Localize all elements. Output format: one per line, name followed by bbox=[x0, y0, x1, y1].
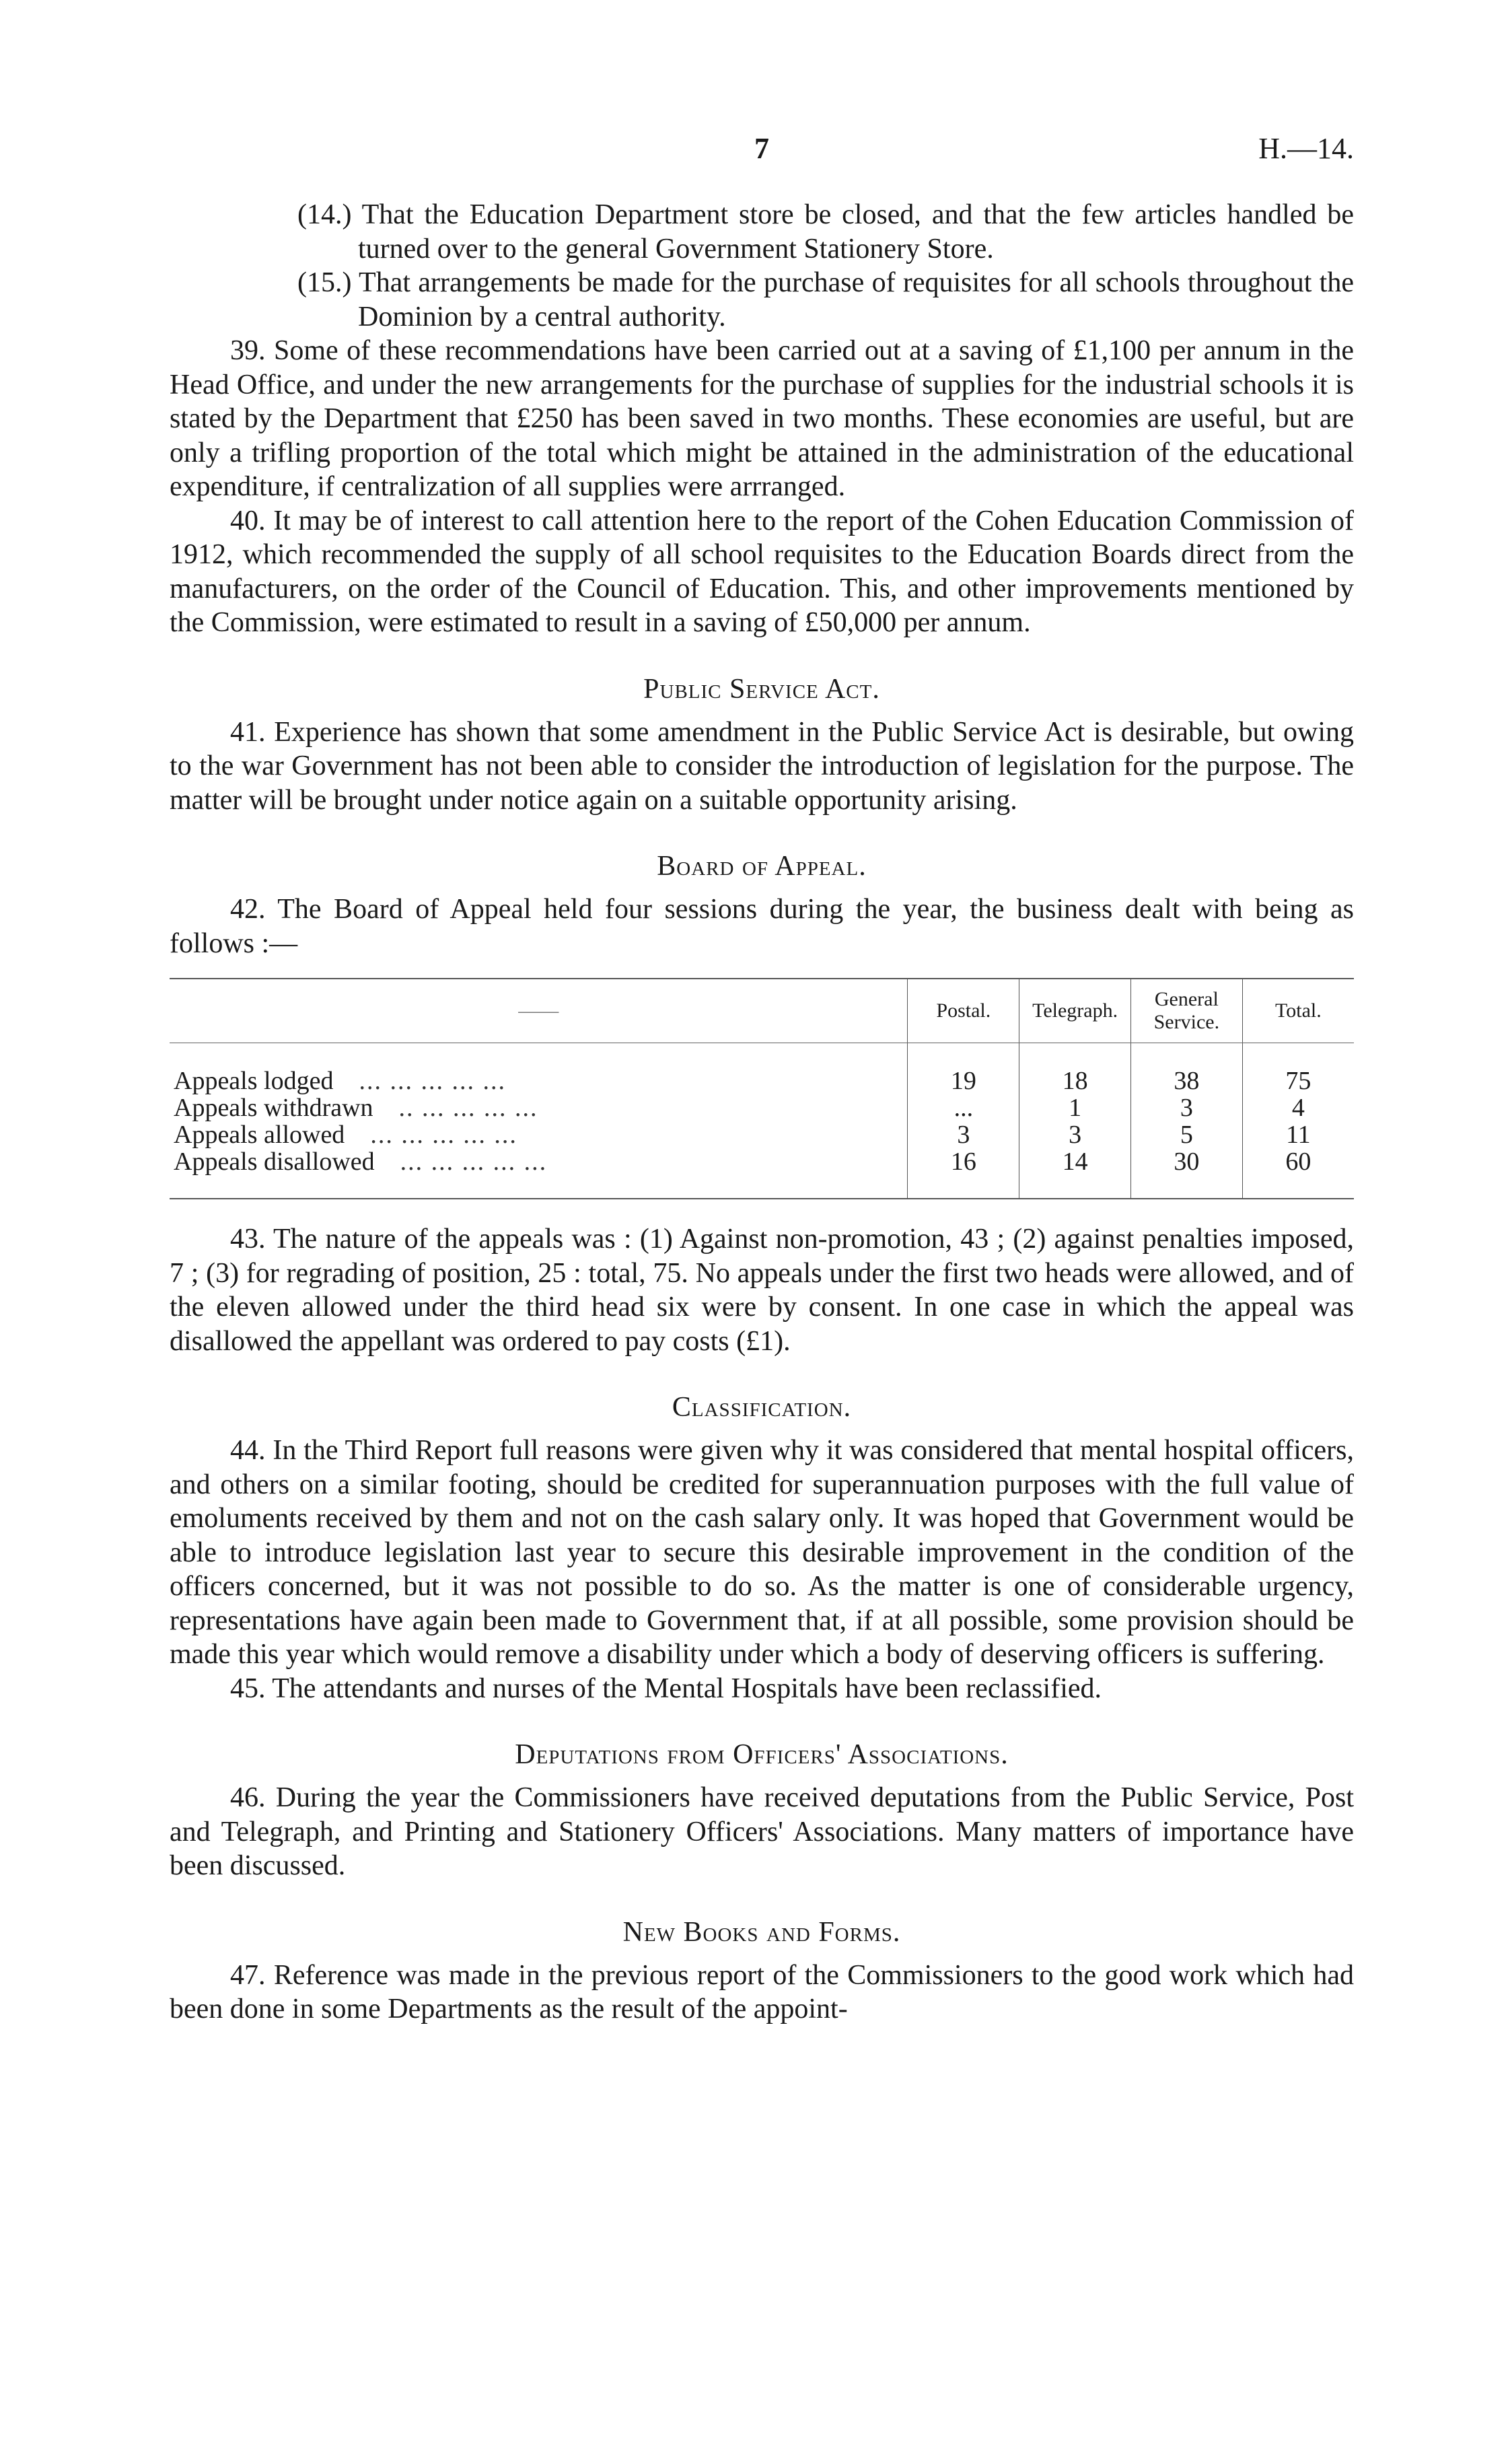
paragraph-number: 46. bbox=[230, 1782, 266, 1813]
paragraph-number: 41. bbox=[230, 716, 266, 748]
paragraph-number: 39. bbox=[230, 335, 266, 366]
paragraph-47 bbox=[170, 1959, 1354, 2027]
row-label: Appeals allowed ... ... ... ... ... bbox=[174, 1121, 517, 1148]
section-heading-new-books-and-forms: New Books and Forms. bbox=[622, 1916, 901, 1948]
table-row bbox=[170, 1148, 1354, 1199]
table-header-row bbox=[170, 979, 1354, 1043]
paragraph-45 bbox=[170, 1672, 1354, 1706]
paragraph-39 bbox=[170, 334, 1354, 504]
cell-telegraph: 3 bbox=[1019, 1121, 1131, 1148]
page-number: 7 bbox=[754, 132, 769, 165]
cell-general-service: 30 bbox=[1130, 1148, 1242, 1199]
cell-telegraph: 1 bbox=[1019, 1094, 1131, 1121]
paragraph-text: The Board of Appeal held four sessions during the year, the business dealt with being as follows :— bbox=[170, 894, 1354, 959]
cell-total: 11 bbox=[1242, 1121, 1354, 1148]
table-header-total: Total. bbox=[1242, 979, 1354, 1043]
recommendation-text: That arrangements be made for the purchase of requisites for all schools throughout the Dominion by a central authority. bbox=[358, 267, 1354, 332]
section-heading-public-service-act: Public Service Act. bbox=[643, 673, 880, 705]
paragraph-number: 44. bbox=[230, 1435, 266, 1466]
cell-total: 75 bbox=[1242, 1043, 1354, 1095]
paragraph-number: 43. bbox=[230, 1224, 266, 1255]
paragraph-text: The attendants and nurses of the Mental Hospitals have been reclassified. bbox=[272, 1673, 1102, 1704]
document-page bbox=[170, 132, 1354, 2027]
paragraph-text: It may be of interest to call attention here to the report of the Cohen Education Commission of 1912, which recommended the supply of all school requisites to the Education Boards direct from the manufacturers, on the order of the Council of Education. This, and other improvements mentioned by the Commission, were estimated to result in a saving of £50,000 per annum. bbox=[170, 505, 1354, 638]
row-label: Appeals disallowed ... ... ... ... ... bbox=[174, 1148, 548, 1176]
table-header-telegraph: Telegraph. bbox=[1019, 979, 1131, 1043]
table-row bbox=[170, 1121, 1354, 1148]
paragraph-42 bbox=[170, 892, 1354, 960]
recommendation-item bbox=[297, 198, 1354, 266]
section-heading-board-of-appeal: Board of Appeal. bbox=[657, 851, 867, 882]
recommendation-item bbox=[297, 266, 1354, 334]
document-reference: H.—14. bbox=[1258, 132, 1354, 165]
paragraph-46 bbox=[170, 1781, 1354, 1883]
page-header bbox=[170, 132, 1354, 175]
paragraph-number: 42. bbox=[230, 894, 266, 925]
row-label: Appeals lodged ... ... ... ... ... bbox=[174, 1067, 506, 1094]
paragraph-44 bbox=[170, 1434, 1354, 1672]
table-row bbox=[170, 1043, 1354, 1095]
paragraph-number: 40. bbox=[230, 505, 266, 536]
section-heading-deputations: Deputations from Officers' Associations. bbox=[515, 1739, 1009, 1770]
paragraph-number: 45. bbox=[230, 1673, 266, 1704]
cell-postal: ... bbox=[908, 1094, 1019, 1121]
paragraph-number: 47. bbox=[230, 1959, 266, 1991]
section-heading-classification: Classification. bbox=[672, 1392, 852, 1423]
recommendation-number: (14.) bbox=[297, 199, 352, 230]
paragraph-text: During the year the Commissioners have received deputations from the Public Service, Post and Telegraph, and Printing and Stationery Officers' Associations. Many matters of importance have been discussed. bbox=[170, 1782, 1355, 1881]
paragraph-41 bbox=[170, 715, 1354, 818]
cell-general-service: 38 bbox=[1130, 1043, 1242, 1095]
recommendations-list bbox=[170, 198, 1354, 334]
paragraph-text: In the Third Report full reasons were given why it was considered that mental hospital officers, and others on a similar footing, should be credited for superannuation purposes with the full value of emoluments received by them and not on the cash salary only. It was hoped that Government would be able to introduce legislation last year to secure this desirable improvement in the condition of the officers concerned, but it was not possible to do so. As the matter is one of considerable urgency, representations have again been made to Government that, if at all possible, some provision should be made this year which would remove a disability under which a body of deserving officers is suffering. bbox=[170, 1435, 1354, 1670]
cell-telegraph: 18 bbox=[1019, 1043, 1131, 1095]
cell-total: 60 bbox=[1242, 1148, 1354, 1199]
paragraph-text: Reference was made in the previous report of the Commissioners to the good work which had been done in some Departments as the result of the appoint- bbox=[170, 1959, 1354, 2025]
recommendation-text: That the Education Department store be closed, and that the few articles handled be turned over to the general Government Stationery Store. bbox=[358, 199, 1354, 265]
cell-postal: 16 bbox=[908, 1148, 1019, 1199]
row-label: Appeals withdrawn .. ... ... ... ... bbox=[174, 1094, 538, 1121]
appeals-table bbox=[170, 978, 1354, 1199]
cell-postal: 3 bbox=[908, 1121, 1019, 1148]
paragraph-text: The nature of the appeals was : (1) Against non-promotion, 43 ; (2) against penalties imposed, 7 ; (3) for regrading of position, 25 : total, 75. No appeals under the first two heads were allowed, and of the eleven allowed under the third head six were by consent. In one case in which the appeal was disallowed the appellant was ordered to pay costs (£1). bbox=[170, 1224, 1354, 1357]
cell-postal: 19 bbox=[908, 1043, 1019, 1095]
cell-general-service: 5 bbox=[1130, 1121, 1242, 1148]
recommendation-number: (15.) bbox=[297, 267, 352, 298]
paragraph-text: Experience has shown that some amendment in the Public Service Act is desirable, but owing to the war Government has not been able to consider the introduction of legislation for the purpose. The matter will be brought under notice again on a suitable opportunity arising. bbox=[170, 716, 1355, 816]
table-header-blank: —— bbox=[170, 979, 908, 1043]
paragraph-43 bbox=[170, 1222, 1354, 1358]
cell-general-service: 3 bbox=[1130, 1094, 1242, 1121]
table-header-general-service: General Service. bbox=[1130, 979, 1242, 1043]
paragraph-text: Some of these recommendations have been carried out at a saving of £1,100 per annum in the Head Office, and under the new arrangements for the purchase of supplies for the industrial schools it is stated by the Department that £250 has been saved in two months. These economies are useful, but are only a trifling proportion of the total which might be attained in the administration of the educational expenditure, if centralization of all supplies were arrranged. bbox=[170, 335, 1354, 502]
table-row bbox=[170, 1094, 1354, 1121]
cell-total: 4 bbox=[1242, 1094, 1354, 1121]
paragraph-40 bbox=[170, 504, 1354, 640]
cell-telegraph: 14 bbox=[1019, 1148, 1131, 1199]
table-header-postal: Postal. bbox=[908, 979, 1019, 1043]
